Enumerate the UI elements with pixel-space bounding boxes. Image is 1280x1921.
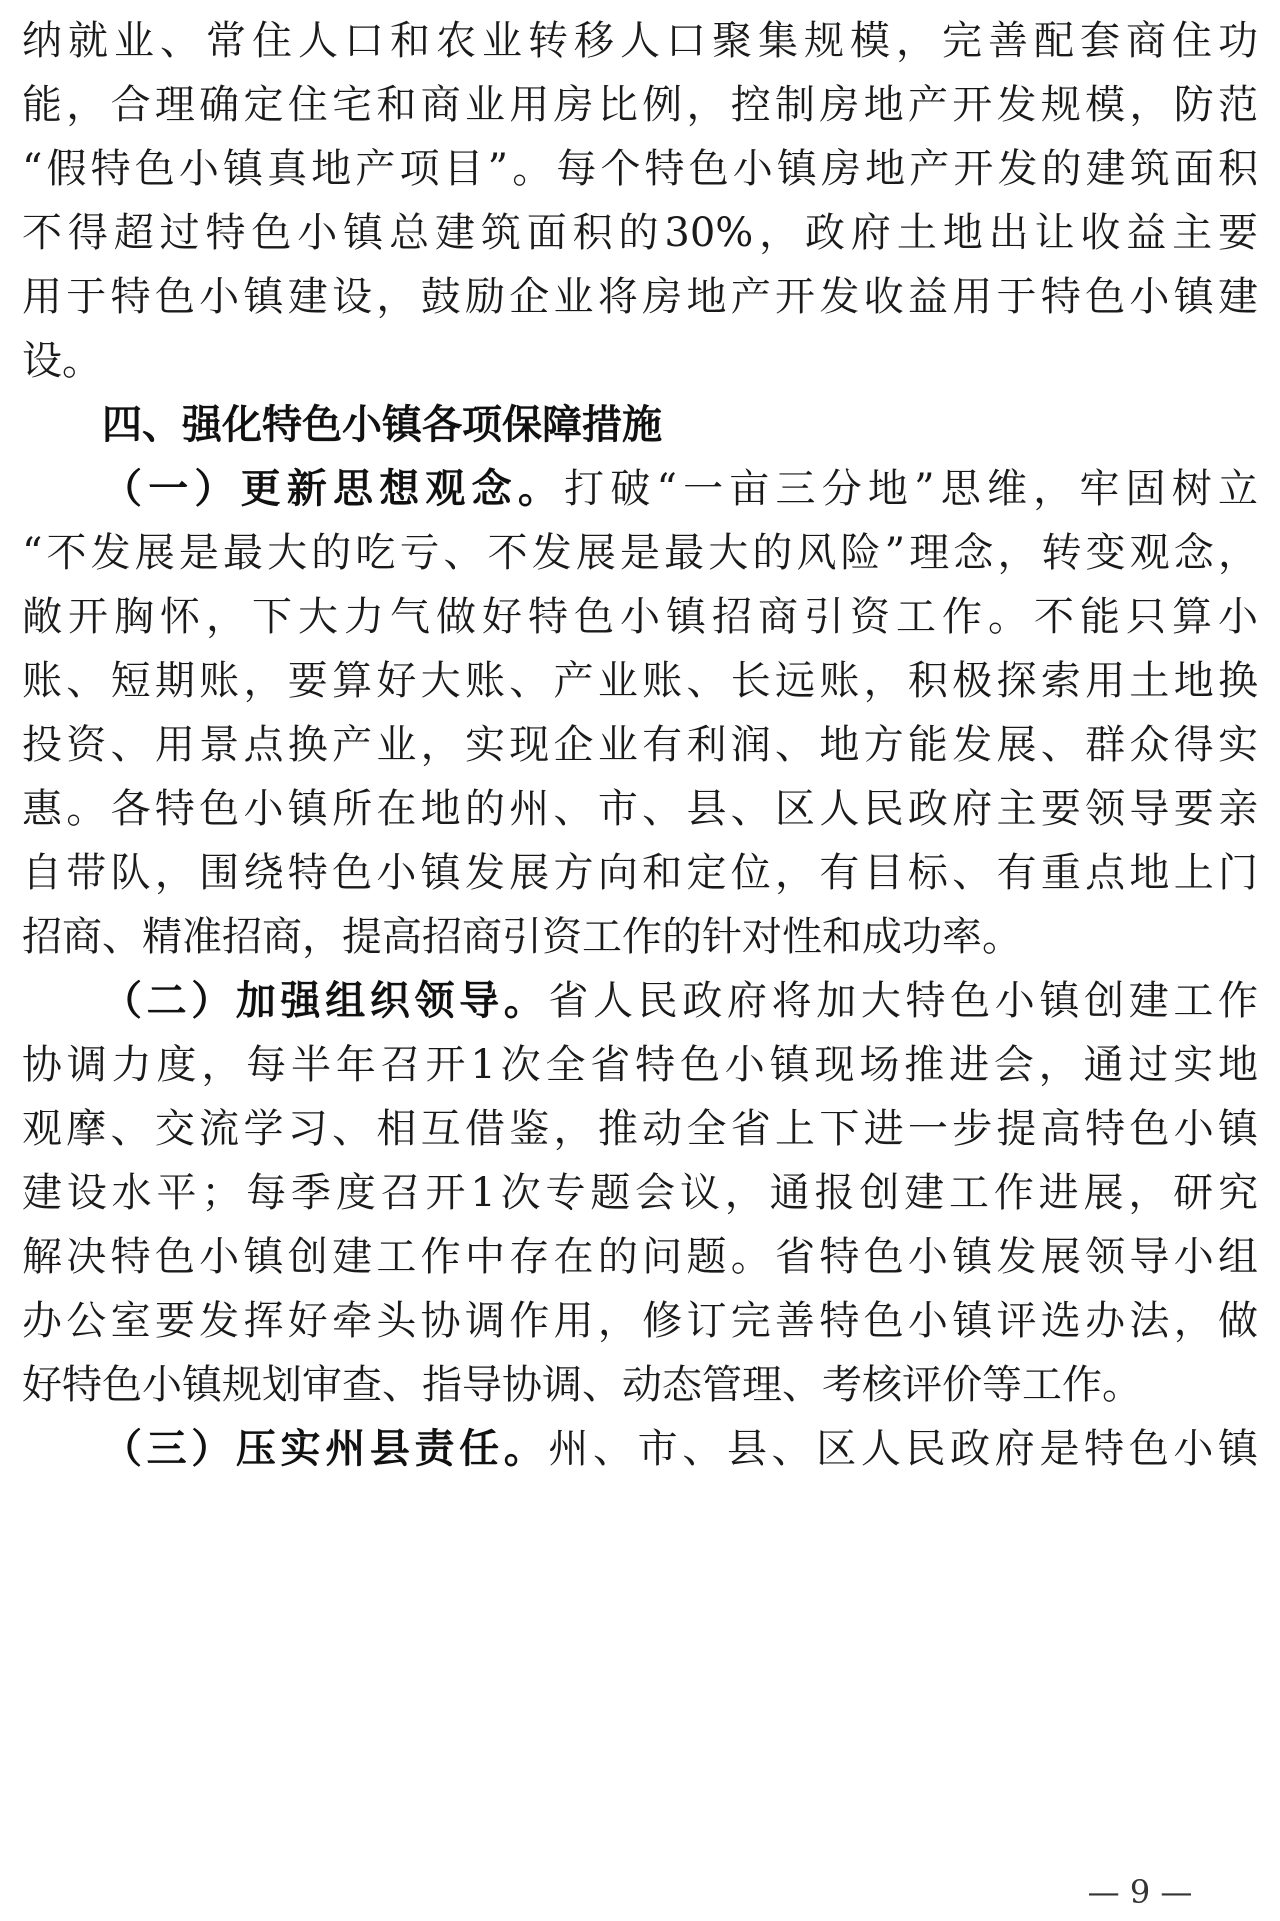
paragraph-line: 好特色小镇规划审查、指导协调、动态管理、考核评价等工作。 xyxy=(22,1362,1142,1408)
paragraph-line: 建设水平；每季度召开1次专题会议，通报创建工作进展，研究 xyxy=(22,1170,1258,1216)
item-1-first-line xyxy=(102,459,1258,519)
item-1-lead: （一）更新思想观念。 xyxy=(102,466,565,512)
item-2-first-line-text: 省人民政府将加大特色小镇创建工作 xyxy=(548,978,1258,1024)
page-number: — 9 — xyxy=(1087,1873,1193,1911)
paragraph-line: 招商、精准招商，提高招商引资工作的针对性和成功率。 xyxy=(22,914,1022,960)
paragraph-line: 用于特色小镇建设，鼓励企业将房地产开发收益用于特色小镇建 xyxy=(22,274,1258,320)
paragraph-line: 不得超过特色小镇总建筑面积的30%，政府土地出让收益主要 xyxy=(22,210,1258,256)
paragraph-line: “不发展是最大的吃亏、不发展是最大的风险”理念，转变观念， xyxy=(22,530,1258,576)
paragraph-line: 协调力度，每半年召开1次全省特色小镇现场推进会，通过实地 xyxy=(22,1042,1258,1088)
section-heading: 四、强化特色小镇各项保障措施 xyxy=(102,402,662,448)
paragraph-line: 能，合理确定住宅和商业用房比例，控制房地产开发规模，防范 xyxy=(22,82,1258,128)
paragraph-line: 解决特色小镇创建工作中存在的问题。省特色小镇发展领导小组 xyxy=(22,1234,1258,1280)
paragraph-line: 投资、用景点换产业，实现企业有利润、地方能发展、群众得实 xyxy=(22,722,1258,768)
item-3-first-line xyxy=(102,1419,1258,1479)
paragraph-line: 账、短期账，要算好大账、产业账、长远账，积极探索用土地换 xyxy=(22,658,1258,704)
paragraph-line: 自带队，围绕特色小镇发展方向和定位，有目标、有重点地上门 xyxy=(22,850,1258,896)
item-1-first-line-text: 打破“一亩三分地”思维，牢固树立 xyxy=(564,466,1258,512)
item-3-first-line-text: 州、市、县、区人民政府是特色小镇 xyxy=(548,1426,1258,1472)
paragraph-line: 设。 xyxy=(22,338,102,384)
paragraph-line: 惠。各特色小镇所在地的州、市、县、区人民政府主要领导要亲 xyxy=(22,786,1258,832)
item-3-lead: （三）压实州县责任。 xyxy=(102,1426,549,1472)
paragraph-line: “假特色小镇真地产项目”。每个特色小镇房地产开发的建筑面积 xyxy=(22,146,1258,192)
paragraph-line: 办公室要发挥好牵头协调作用，修订完善特色小镇评选办法，做 xyxy=(22,1298,1258,1344)
item-2-lead: （二）加强组织领导。 xyxy=(102,978,549,1024)
paragraph-line: 纳就业、常住人口和农业转移人口聚集规模，完善配套商住功 xyxy=(22,18,1258,64)
item-2-first-line xyxy=(102,971,1258,1031)
paragraph-line: 观摩、交流学习、相互借鉴，推动全省上下进一步提高特色小镇 xyxy=(22,1106,1258,1152)
paragraph-line: 敞开胸怀，下大力气做好特色小镇招商引资工作。不能只算小 xyxy=(22,594,1258,640)
